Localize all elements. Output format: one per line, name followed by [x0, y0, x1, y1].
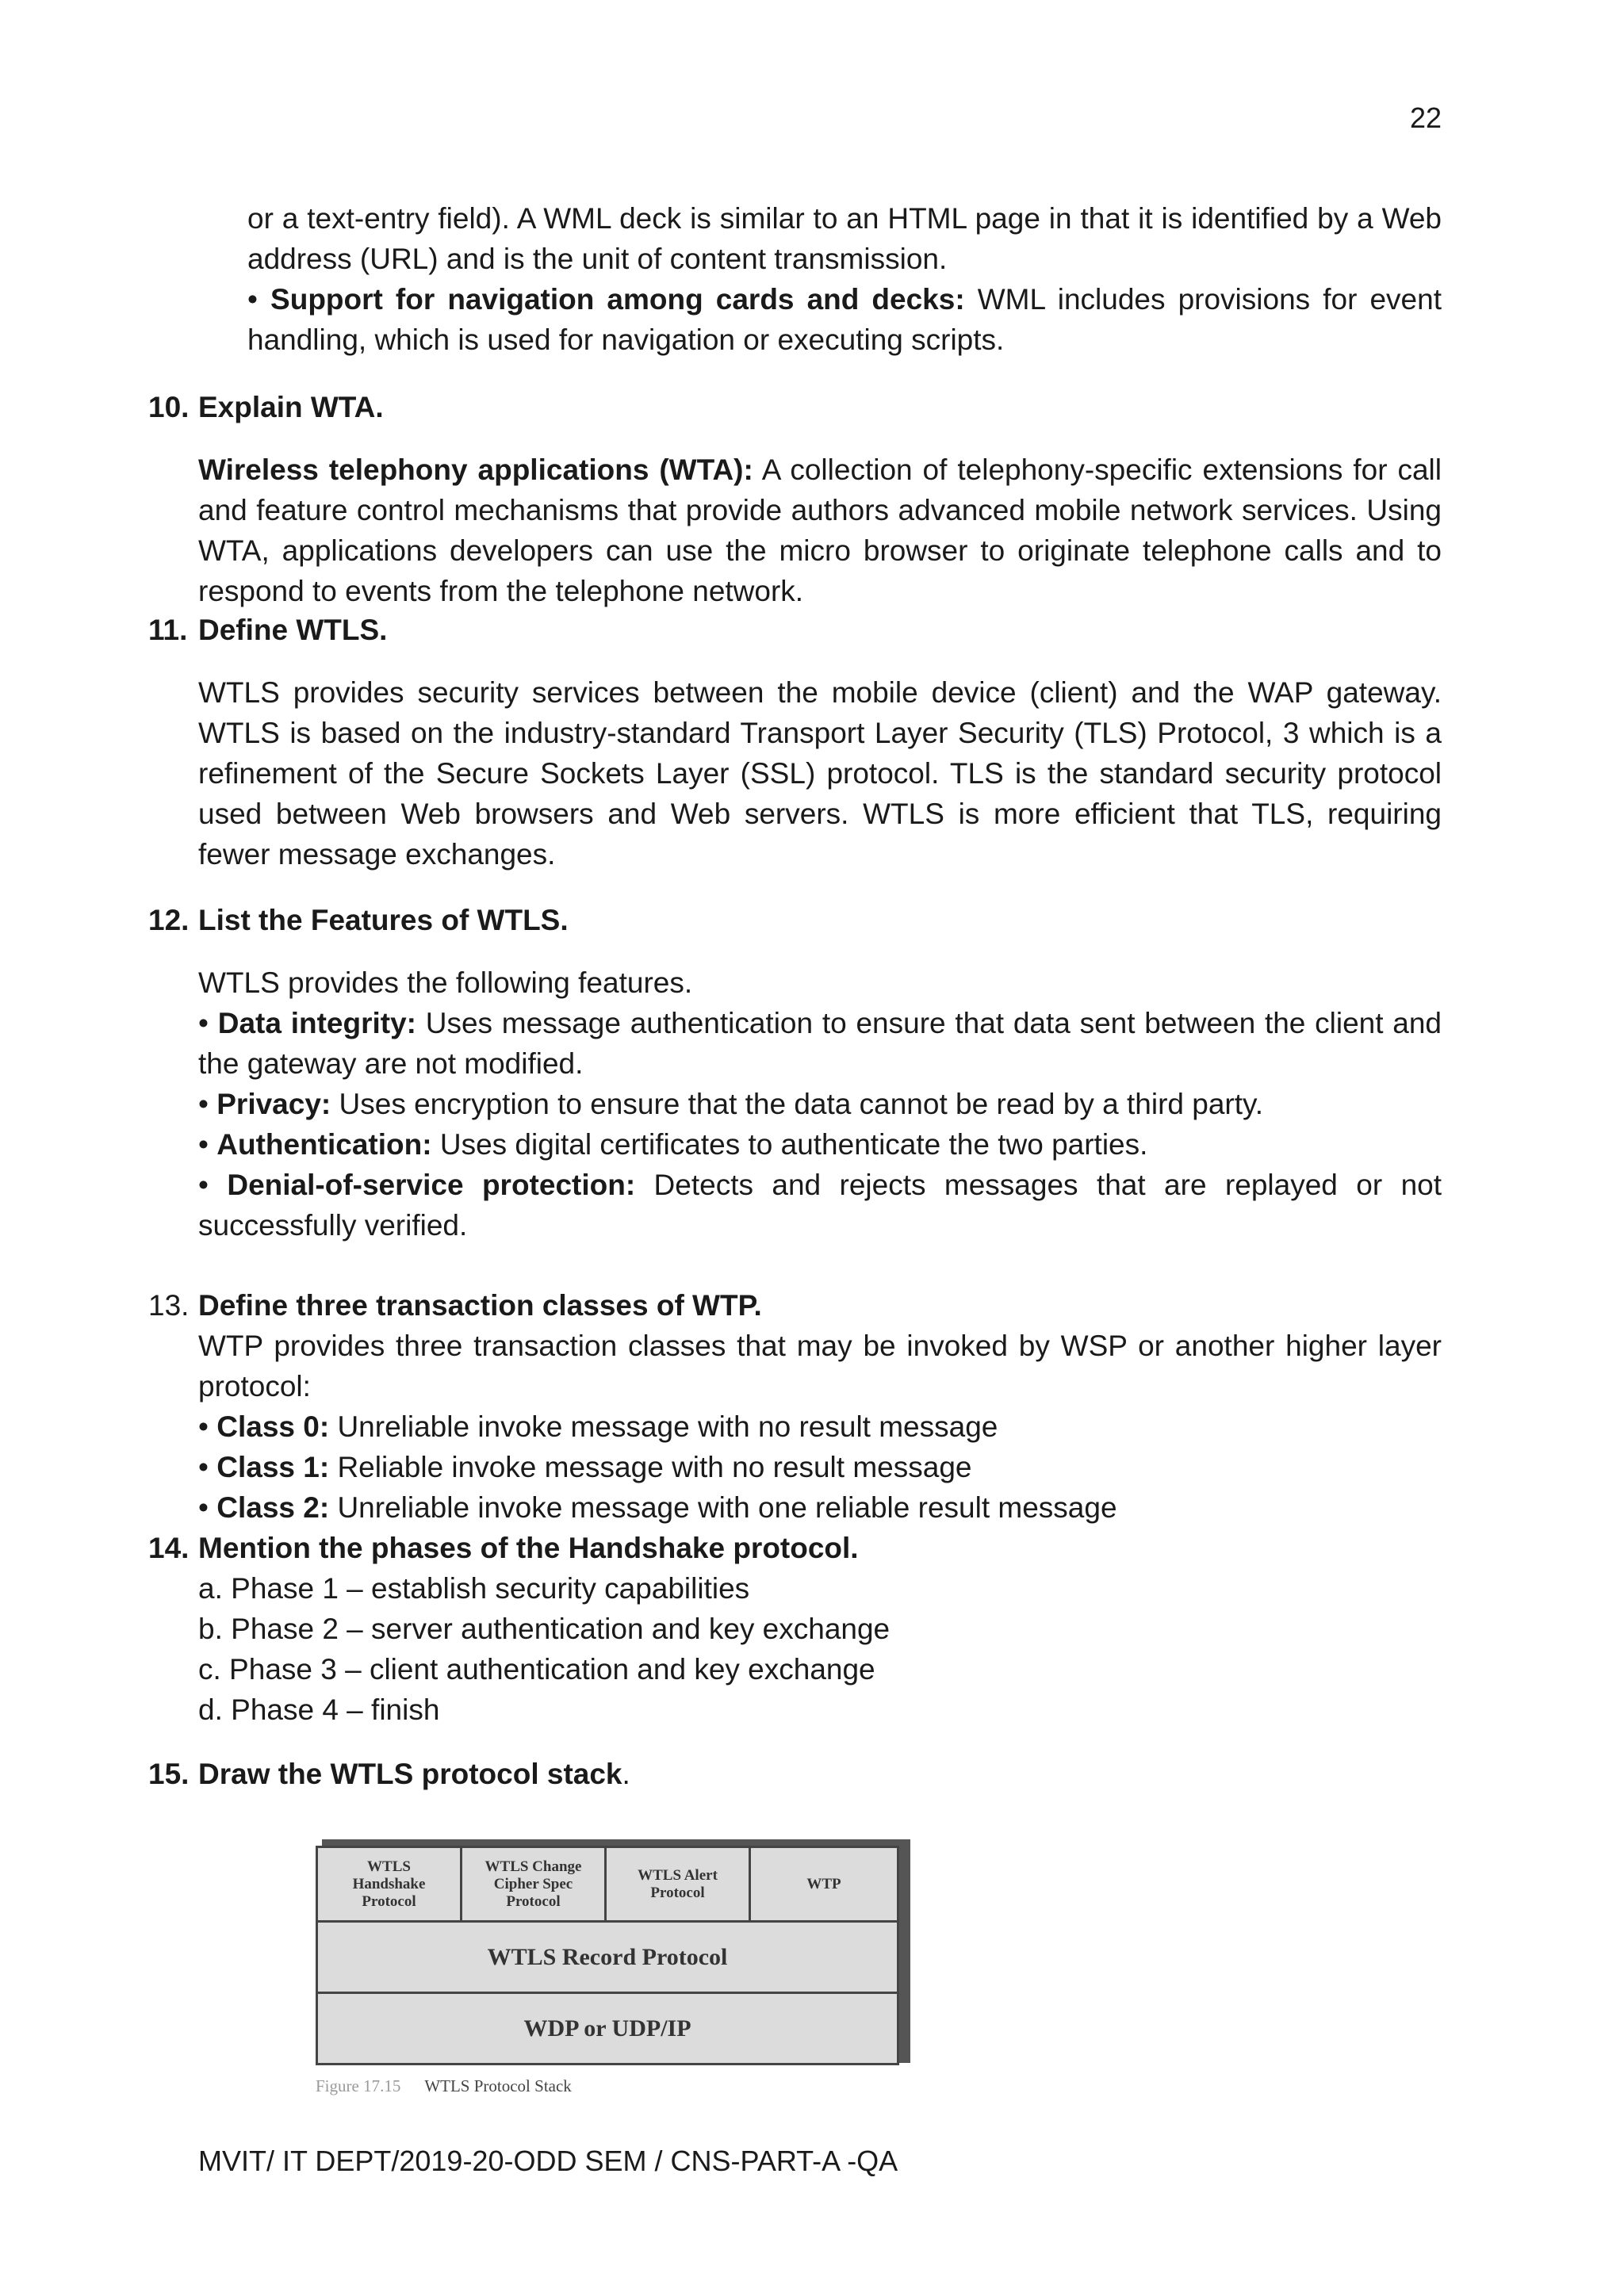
q14-phase: c. Phase 3 – client authentication and key exchange [198, 1653, 875, 1686]
figure-number: Figure 17.15 [316, 2076, 401, 2095]
page-number: 22 [1409, 101, 1442, 134]
q14-phase: a. Phase 1 – establish security capabilities [198, 1572, 750, 1605]
q12-item: • Authentication: Uses digital certificates to authenticate the two parties. [198, 1128, 1148, 1161]
q10-bold-term: Wireless telephony applications (WTA): [198, 453, 753, 486]
q14-answer [198, 1568, 1442, 1730]
q10-number: 10. [148, 391, 190, 423]
q13-item: • Class 1: Reliable invoke message with no result message [198, 1451, 972, 1483]
intro-block [247, 198, 1442, 360]
q12-item: • Denial-of-service protection: Detects and rejects messages that are replayed or not successfully verified. [198, 1169, 1442, 1242]
alert-protocol-cell: WTLS Alert Protocol [607, 1848, 751, 1920]
intro-bold-term: Support for navigation among cards and decks: [270, 283, 965, 316]
q14-phase: b. Phase 2 – server authentication and key exchange [198, 1613, 891, 1645]
wtp-cell: WTP [806, 1875, 841, 1892]
q13-intro: WTP provides three transaction classes that may be invoked by WSP or another higher layer protocol: [198, 1330, 1442, 1402]
q11-title: Define WTLS. [198, 614, 388, 646]
change-cipher-spec-cell: WTLS Change Cipher Spec Protocol [462, 1848, 607, 1920]
record-protocol-label: WTLS Record Protocol [487, 1943, 728, 1970]
q10-title: Explain WTA. [198, 391, 384, 423]
transport-layer-row [318, 1994, 897, 2063]
q14-phase: d. Phase 4 – finish [198, 1693, 440, 1726]
handshake-protocol-cell: WTLS Handshake Protocol [318, 1848, 462, 1920]
q11-number: 11. [148, 614, 188, 646]
intro-bullet-text: WML includes provisions for event handling, which is used for navigation or executing scripts. [247, 283, 1442, 356]
q14-title: Mention the phases of the Handshake protocol. [198, 1532, 859, 1564]
q12-item: • Privacy: Uses encryption to ensure that the data cannot be read by a third party. [198, 1088, 1264, 1120]
page-footer: MVIT/ IT DEPT/2019-20-ODD SEM / CNS-PART-A -QA [198, 2145, 898, 2177]
q12-answer [198, 962, 1442, 1246]
q13-item: • Class 2: Unreliable invoke message with one reliable result message [198, 1491, 1117, 1524]
q12-title: List the Features of WTLS. [198, 904, 569, 936]
transport-layer-label: WDP or UDP/IP [523, 2015, 691, 2042]
q13-item: • Class 0: Unreliable invoke message with no result message [198, 1410, 998, 1443]
intro-bullet-paragraph [247, 279, 1442, 360]
q15-title: Draw the WTLS protocol stack [198, 1758, 622, 1790]
intro-paragraph: or a text-entry field). A WML deck is similar to an HTML page in that it is identified by a Web address (URL) and is the unit of content transmission. [247, 202, 1442, 275]
q11-text: WTLS provides security services between the mobile device (client) and the WAP gateway. WTLS is based on the industry-standard Transport Layer Security (TLS) Protocol, 3 which is a refinement of the Secure Sockets Layer (SSL) protocol. TLS is the standard security protocol used between Web browsers and Web servers. WTLS is more efficient that TLS, requiring fewer message exchanges. [198, 676, 1442, 871]
q12-heading [148, 900, 569, 940]
upper-layer-row [318, 1848, 897, 1923]
q14-heading [148, 1528, 859, 1568]
q13-number: 13. [148, 1289, 190, 1322]
q11-heading [148, 610, 387, 650]
q15-period: . [622, 1758, 630, 1790]
q13-heading [148, 1285, 762, 1326]
q13-answer [198, 1326, 1442, 1528]
q12-number: 12. [148, 904, 190, 936]
protocol-stack-diagram [316, 1839, 904, 2065]
q10-text: A collection of telephony-specific extensions for call and feature control mechanisms that provide authors advanced mobile network services. Using WTA, applications developers can use the micro browser to originate telephone calls and to respond to events from the telephone network. [198, 453, 1442, 607]
q12-intro: WTLS provides the following features. [198, 966, 693, 999]
q14-number: 14. [148, 1532, 190, 1564]
wtls-stack-figure [316, 1839, 910, 2096]
bullet-icon: • [247, 283, 258, 316]
record-protocol-row [318, 1923, 897, 1994]
figure-caption-text: WTLS Protocol Stack [424, 2076, 572, 2095]
q15-heading [148, 1754, 630, 1794]
q11-answer [198, 672, 1442, 874]
q12-item: • Data integrity: Uses message authentication to ensure that data sent between the client and the gateway are not modified. [198, 1007, 1442, 1080]
q10-answer [198, 450, 1442, 611]
q15-number: 15. [148, 1758, 190, 1790]
figure-caption [316, 2076, 910, 2096]
stack-face [316, 1846, 899, 2065]
q10-heading [148, 387, 384, 427]
q13-title: Define three transaction classes of WTP. [198, 1289, 762, 1322]
